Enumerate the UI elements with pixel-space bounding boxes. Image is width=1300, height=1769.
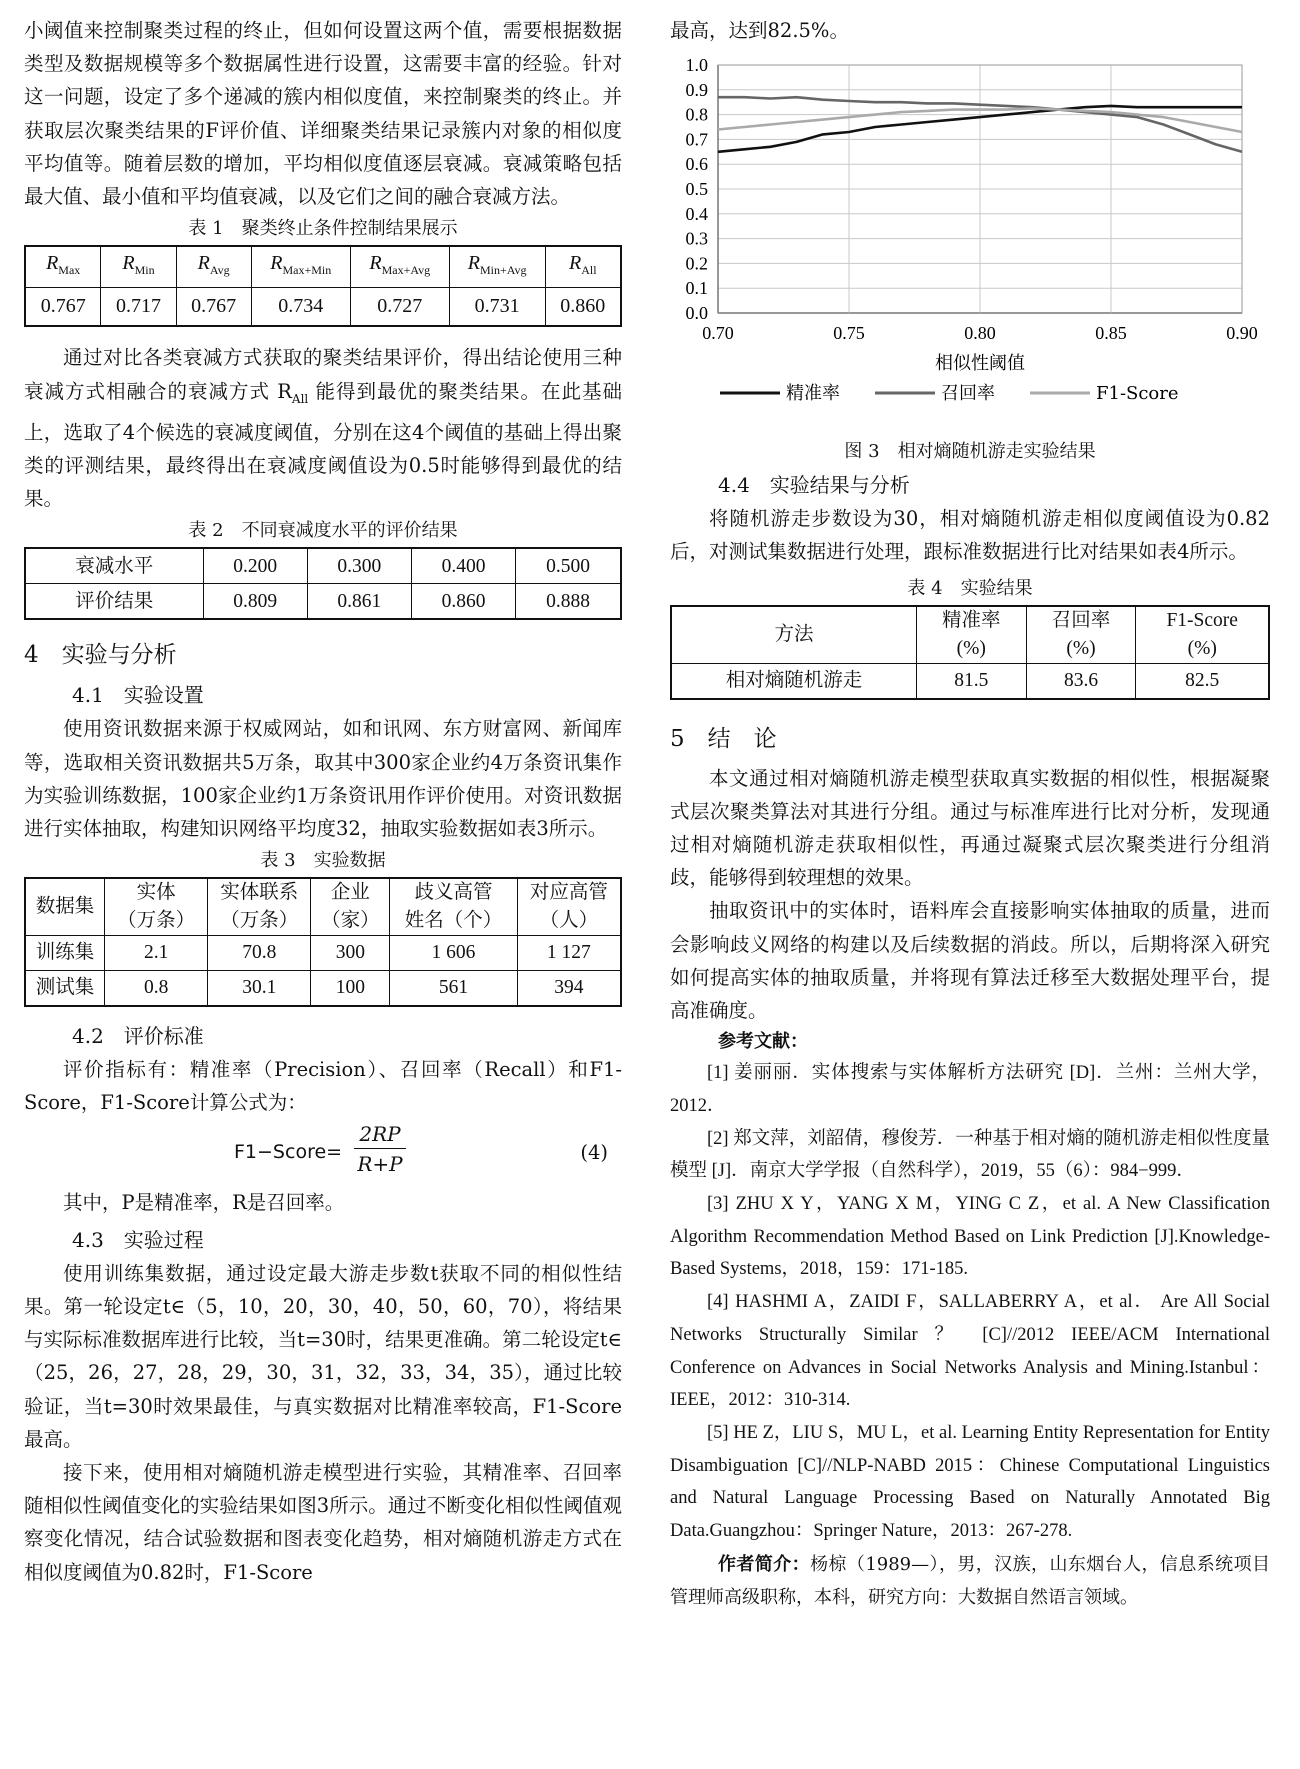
y-tick-label: 1.0 (685, 55, 708, 76)
header-line: 召回率 (1051, 609, 1111, 631)
header-line: 精准率 (942, 609, 1001, 631)
table-cell: 82.5 (1136, 663, 1269, 699)
table-header-cell (916, 606, 1026, 664)
table-cell: 0.731 (449, 288, 545, 327)
reference-list (670, 1057, 1270, 1548)
table-row (25, 548, 621, 584)
y-tick-label: 0.2 (685, 253, 708, 274)
table-header-cell (101, 246, 176, 288)
table-cell: 0.888 (516, 584, 621, 620)
table-cell: 300 (311, 936, 390, 971)
subscript: All (291, 391, 309, 406)
table-cell: 0.200 (203, 548, 307, 584)
paragraph (24, 341, 622, 515)
header-subscript: Max (58, 263, 81, 278)
table-cell: 0.400 (411, 548, 515, 584)
table-header-cell (311, 878, 390, 936)
row-label-cell: 相对熵随机游走 (671, 663, 916, 699)
table-cell: 30.1 (208, 971, 311, 1007)
y-tick-label: 0.4 (685, 204, 708, 225)
table-header-cell (671, 606, 916, 664)
table-cell: 70.8 (208, 936, 311, 971)
table-header-row (25, 246, 621, 288)
header-line: (%) (1066, 637, 1096, 659)
paragraph: 其中，P是精准率，R是召回率。 (63, 1190, 345, 1214)
y-tick-label: 0.5 (685, 179, 708, 200)
table2 (24, 547, 622, 620)
right-column (670, 14, 1270, 1614)
equation-denominator: R+P (357, 1151, 403, 1176)
table-row (671, 663, 1269, 699)
x-tick-label: 0.75 (833, 323, 865, 344)
paragraph: 抽取资讯中的实体时，语料库会直接影响实体抽取的质量，进而会影响歧义网络的构建以及后续数据的消歧。所以，后期将深入研究如何提高实体的抽取质量，并将现有算法迁移至大数据处理平台，提高准确度。 (670, 899, 1270, 1023)
table-cell: 2.1 (105, 936, 208, 971)
figure-caption: 图 3 相对熵随机游走实验结果 (844, 441, 1096, 463)
header-subscript: Avg (209, 263, 230, 278)
table1-caption: 表 1 聚类终止条件控制结果展示 (188, 218, 458, 240)
header-line: 实体 (136, 882, 176, 904)
table1 (24, 245, 622, 327)
reference-item: [5] HE Z，LIU S，MU L，et al. Learning Entity Representation for Entity Disambiguation [C]//NLP-NABD 2015：Chinese Computational Linguistics and Natural Language Processing Based on Naturally Annotated Big Data.Guangzhou：Springer Nature，2013：267-278. (670, 1422, 1270, 1542)
header-symbol: R (467, 252, 480, 275)
y-tick-label: 0.7 (685, 129, 708, 150)
table-row (25, 288, 621, 327)
table-header-cell (25, 878, 105, 936)
legend-label: F1-Score (1096, 383, 1179, 405)
header-symbol: R (197, 252, 210, 275)
paragraph-text: 通过对比各类衰减方式获取的聚类结果评价，得出结论使用三种衰减方式相融合的衰减方式 R (24, 346, 622, 403)
reference-item: [4] HASHMI A，ZAIDI F，SALLABERRY A，et al． Are All Social Networks Structurally Similar ？ [C]//2012 IEEE/ACM International Conference on Advances in Social Networks Analysis and Mining.Istanbul：IEEE，2012：310-314. (670, 1292, 1270, 1411)
row-label-cell: 评价结果 (25, 584, 203, 620)
x-tick-label: 0.70 (702, 323, 734, 344)
paragraph-text: 能得到最优的聚类结果。在此基础上，选取了4个候选的衰减度阈值，分别在这4个阈值的基础上得出聚类的评测结果，最终得出在衰减度阈值设为0.5时能够得到最优的结果。 (24, 379, 622, 511)
header-line: 方法 (774, 623, 814, 645)
paragraph: 最高，达到82.5%。 (670, 19, 849, 42)
y-tick-label: 0.0 (685, 303, 708, 324)
table-header-cell (105, 878, 208, 936)
table-cell: 0.861 (307, 584, 411, 620)
header-line: (%) (956, 637, 986, 659)
table-cell: 0.809 (203, 584, 307, 620)
reference-item: [3] ZHU X Y，YANG X M，YING C Z，et al. A New Classification Algorithm Recommendation Method Based on Link Prediction [J].Knowledge-Based Systems，2018，159：171-185. (670, 1194, 1270, 1280)
header-line: 歧义高管 (414, 882, 493, 904)
equation-numerator: 2RP (354, 1120, 406, 1149)
y-tick-label: 0.6 (685, 154, 708, 175)
header-subscript: Max+Avg (381, 263, 431, 278)
x-tick-label: 0.85 (1095, 323, 1127, 344)
y-tick-label: 0.9 (685, 80, 708, 101)
header-symbol: R (568, 252, 582, 275)
table-cell: 0.860 (545, 288, 621, 327)
paragraph: 评价指标有：精准率（Precision）、召回率（Recall）和F1-Score，F1-Score计算公式为： (24, 1058, 622, 1115)
table-cell: 394 (517, 971, 621, 1007)
header-line: （家） (321, 910, 380, 932)
subsection-heading: 4.2 评价标准 (72, 1024, 204, 1049)
table-header-cell (350, 246, 449, 288)
section-heading: 5 结 论 (670, 725, 777, 752)
header-line: 实体联系 (220, 882, 299, 904)
header-line: （万条） (117, 910, 196, 932)
table-cell: 1 127 (517, 936, 621, 971)
subsection-heading: 4.1 实验设置 (72, 683, 204, 708)
table-cell: 0.717 (101, 288, 176, 327)
y-tick-label: 0.1 (685, 278, 708, 299)
header-line: 对应高管 (529, 882, 608, 904)
equation (24, 1120, 622, 1186)
paragraph: 接下来，使用相对熵随机游走模型进行实验，其精准率、召回率随相似性阈值变化的实验结果如图3所示。通过不断变化相似性阈值观察变化情况，结合试验数据和图表变化趋势，相对熵随机游走方式在相似度阈值为0.82时，F1-Score (24, 1460, 622, 1584)
equation-number: (4) (580, 1140, 608, 1164)
legend-label: 精准率 (786, 383, 840, 405)
paragraph: 本文通过相对熵随机游走模型获取真实数据的相似性，根据凝聚式层次聚类算法对其进行分组。通过与标准库进行比对分析，发现通过相对熵随机游走获取相似性，再通过凝聚式层次聚类进行分组消歧，能够得到较理想的效果。 (670, 766, 1270, 890)
table-cell: 0.500 (516, 548, 621, 584)
legend-label: 召回率 (941, 383, 995, 405)
x-tick-label: 0.90 (1226, 323, 1258, 344)
table-cell: 81.5 (916, 663, 1026, 699)
table-cell: 1 606 (390, 936, 517, 971)
table-cell: 100 (311, 971, 390, 1007)
table-row (25, 936, 621, 971)
y-tick-label: 0.3 (685, 228, 708, 249)
header-line: （万条） (220, 910, 299, 932)
header-line: 姓名（个） (404, 910, 503, 932)
table-cell: 0.767 (176, 288, 251, 327)
table-header-row (671, 606, 1269, 664)
x-tick-label: 0.80 (964, 323, 996, 344)
header-line: (%) (1187, 637, 1217, 659)
x-axis-label: 相似性阈值 (935, 353, 1025, 375)
table-cell: 0.734 (251, 288, 350, 327)
header-line: 企业 (330, 882, 370, 904)
header-symbol: R (46, 252, 59, 275)
paragraph: 使用训练集数据，通过设定最大游走步数t获取不同的相似性结果。第一轮设定t∈（5，10，20，30，40，50，60，70），将结果与实际标准数据库进行比较，当t=30时，结果更准确。第二轮设定t∈（25，26，27，28，29，30，31，32，33，34，35），通过比较验证，当t=30时效果最佳，与真实数据对比精准率较高，F1-Score最高。 (24, 1261, 622, 1451)
table-header-cell (251, 246, 350, 288)
table-cell: 0.8 (105, 971, 208, 1007)
table-header-cell (176, 246, 251, 288)
header-line: （人） (539, 910, 599, 932)
header-subscript: Min+Avg (479, 263, 527, 278)
y-tick-label: 0.8 (685, 104, 708, 125)
author-bio-text: 杨椋（1989—），男，汉族，山东烟台人，信息系统项目管理师高级职称，本科，研究方向：大数据自然语言领域。 (670, 1553, 1271, 1608)
table-cell: 561 (390, 971, 517, 1007)
header-line: F1-Score (1166, 609, 1238, 631)
table-header-row (25, 878, 621, 936)
header-subscript: All (581, 263, 597, 278)
table-cell: 0.300 (307, 548, 411, 584)
subsection-heading: 4.3 实验过程 (72, 1227, 204, 1252)
section-heading: 4 实验与分析 (24, 642, 177, 669)
table-header-cell (1026, 606, 1136, 664)
reference-item: [1] 姜丽丽．实体搜索与实体解析方法研究 [D]．兰州：兰州大学，2012． (670, 1063, 1270, 1116)
table-row (25, 971, 621, 1007)
row-label-cell: 衰减水平 (25, 548, 203, 584)
equation-fraction (354, 1120, 406, 1179)
table-header-cell (449, 246, 545, 288)
table-row (25, 584, 621, 620)
reference-item: [2] 郑文萍，刘韶倩，穆俊芳．一种基于相对熵的随机游走相似性度量模型 [J]．南京大学学报（自然科学），2019，55（6）：984−999． (670, 1128, 1270, 1182)
subsection-heading: 4.4 实验结果与分析 (718, 473, 910, 498)
left-column (24, 14, 622, 1589)
header-line: 数据集 (35, 896, 95, 918)
line-chart (670, 51, 1270, 436)
equation-lhs: F1−Score= (234, 1140, 343, 1163)
paragraph: 将随机游走步数设为30，相对熵随机游走相似度阈值设为0.82后，对测试集数据进行处理，跟标准数据进行比对结果如表4所示。 (670, 507, 1270, 564)
author-bio (670, 1548, 1270, 1614)
row-label-cell: 训练集 (25, 936, 105, 971)
table-header-cell (1136, 606, 1269, 664)
table3 (24, 877, 622, 1007)
table-cell: 0.767 (25, 288, 101, 327)
row-label-cell: 测试集 (25, 971, 105, 1007)
header-subscript: Min (134, 263, 155, 278)
table-cell: 83.6 (1026, 663, 1136, 699)
table-cell: 0.860 (411, 584, 515, 620)
paragraph: 使用资讯数据来源于权威网站，如和讯网、东方财富网、新闻库等，选取相关资讯数据共5万条，取其中300家企业约4万条资讯集作为实验训练数据，100家企业约1万条资讯用作评价使用。对资讯数据进行实体抽取，构建知识网络平均度32，抽取实验数据如表3所示。 (24, 717, 622, 840)
table-header-cell (390, 878, 517, 936)
table-header-cell (25, 246, 101, 288)
table3-caption: 表 3 实验数据 (260, 850, 386, 872)
table-header-cell (545, 246, 621, 288)
header-symbol: R (369, 252, 382, 275)
references-heading: 参考文献： (718, 1031, 808, 1053)
table-cell: 0.727 (350, 288, 449, 327)
header-subscript: Max+Min (282, 263, 332, 278)
author-bio-label: 作者简介： (718, 1553, 811, 1575)
table4-caption: 表 4 实验结果 (907, 577, 1033, 599)
header-symbol: R (122, 252, 135, 275)
table2-caption: 表 2 不同衰减度水平的评价结果 (188, 520, 458, 542)
paragraph: 小阈值来控制聚类过程的终止，但如何设置这两个值，需要根据数据类型及数据规模等多个数据属性进行设置，这需要丰富的经验。针对这一问题，设定了多个递减的簇内相似度值，来控制聚类的终止。并获取层次聚类结果的F评价值、详细聚类结果记录簇内对象的相似度平均值等。随着层数的增加，平均相似度值逐层衰减。衰减策略包括最大值、最小值和平均值衰减，以及它们之间的融合衰减方法。 (24, 19, 622, 209)
table4 (670, 605, 1270, 700)
table-header-cell (517, 878, 621, 936)
header-symbol: R (270, 252, 283, 275)
table-header-cell (208, 878, 311, 936)
